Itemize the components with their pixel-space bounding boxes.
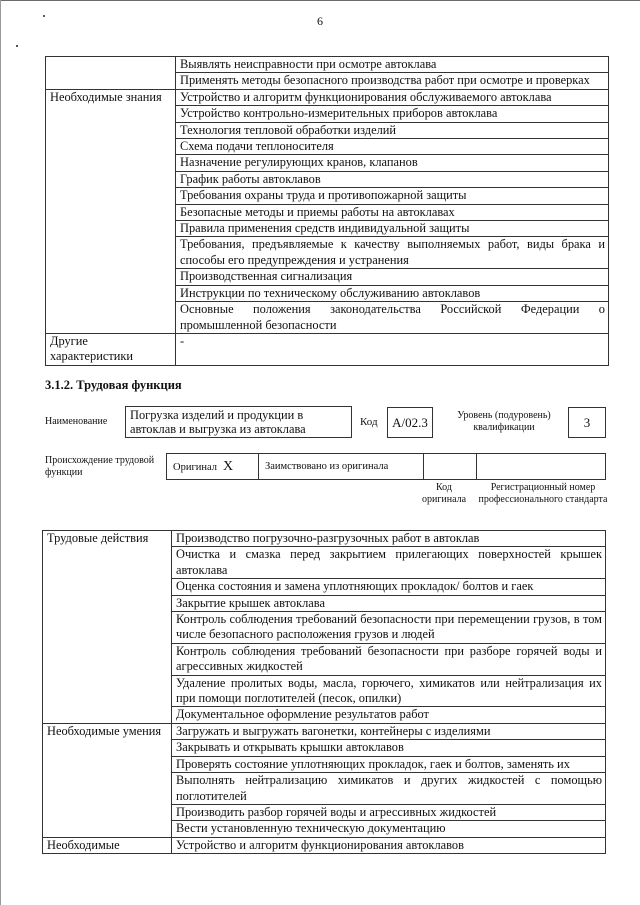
row-item: Закрывать и открывать крышки автоклавов (172, 740, 606, 756)
table-row (43, 531, 606, 547)
row-item: Проверять состояние уплотняющих прокладок, гаек и болтов, заменять их (172, 756, 606, 772)
function-name-box: Погрузка изделий и продукции в автоклав и выгрузка из автоклава (125, 406, 352, 438)
row-item: Правила применения средств индивидуальной защиты (176, 221, 609, 237)
row-item: Технология тепловой обработки изделий (176, 122, 609, 138)
code-label: Код (360, 416, 378, 428)
row-item: Производство погрузочно-разгрузочных работ в автоклав (172, 531, 606, 547)
name-label: Наименование (45, 416, 108, 427)
row-item: Оценка состояния и замена уплотняющих прокладок/ болтов и гаек (172, 579, 606, 595)
table-bottom (42, 530, 606, 854)
page-edge-top (0, 0, 640, 1)
row-item: Вести установленную техническую документацию (172, 821, 606, 837)
table-row (46, 57, 609, 73)
row-item: Устройство и алгоритм функционирования автоклавов (172, 837, 606, 853)
row-item: Применять методы безопасного производства работ при осмотре и проверках (176, 73, 609, 89)
page-edge-left (0, 0, 1, 905)
row-label (46, 57, 176, 90)
row-item: Очистка и смазка перед закрытием прилегающих поверхностей крышек автоклава (172, 547, 606, 579)
row-label: Трудовые действия (43, 531, 172, 724)
row-item: График работы автоклавов (176, 171, 609, 187)
row-item: Основные положения законодательства Российской Федерации о промышленной безопасности (176, 302, 609, 334)
row-item: Устройство контрольно-измерительных приборов автоклава (176, 106, 609, 122)
table-bottom-body (43, 531, 606, 854)
row-item: Выявлять неисправности при осмотре автоклава (176, 57, 609, 73)
row-item: Выполнять нейтрализацию химикатов и других жидкостей с помощью поглотителей (172, 773, 606, 805)
scan-speck (16, 45, 18, 47)
section-title: 3.1.2. Трудовая функция (45, 378, 182, 392)
table-row (46, 333, 609, 365)
table-row (43, 837, 606, 853)
origin-original-label: Оригинал (173, 462, 217, 473)
origin-borrowed-cell: Заимствовано из оригинала (259, 454, 424, 479)
row-item: Документальное оформление результатов работ (172, 707, 606, 723)
row-label: Необходимые умения (43, 723, 172, 837)
table-top (45, 56, 609, 366)
code-box: A/02.3 (387, 407, 433, 438)
origin-code-caption: Код оригинала (421, 482, 467, 505)
row-label: Необходимые (43, 837, 172, 853)
origin-regnum-caption: Регистрационный номер профессионального стандарта (478, 482, 608, 505)
origin-code-cell (424, 454, 477, 479)
row-item: Производственная сигнализация (176, 269, 609, 285)
origin-mark: X (223, 459, 234, 474)
qualification-level-box: 3 (568, 407, 606, 438)
page-number: 6 (317, 14, 323, 28)
table-row (43, 723, 606, 739)
qualification-level-label: Уровень (подуровень) квалификации (457, 410, 551, 433)
row-item: Инструкции по техническому обслуживанию автоклавов (176, 285, 609, 301)
origin-table (166, 453, 606, 480)
row-item: Контроль соблюдения требований безопасности при разборе горячей воды и агрессивных жидкостей (172, 643, 606, 675)
row-item: Требования охраны труда и противопожарной защиты (176, 188, 609, 204)
row-item: Загружать и выгружать вагонетки, контейнеры с изделиями (172, 723, 606, 739)
origin-regnum-cell (477, 454, 605, 479)
row-item: Производить разбор горячей воды и агрессивных жидкостей (172, 804, 606, 820)
row-item: Назначение регулирующих кранов, клапанов (176, 155, 609, 171)
origin-original-cell (167, 454, 259, 479)
row-item: Требования, предъявляемые к качеству выполняемых работ, виды брака и способы его предупреждения и устранения (176, 237, 609, 269)
row-item: - (176, 333, 609, 365)
row-label: Необходимые знания (46, 89, 176, 333)
origin-label: Происхождение трудовой функции (45, 455, 155, 478)
row-item: Удаление пролитых воды, масла, горючего, химикатов или нейтрализация их при помощи поглотителей (песок, опилки) (172, 675, 606, 707)
row-label: Другие характеристики (46, 333, 176, 365)
row-item: Контроль соблюдения требований безопасности при перемещении грузов, в том числе безопасного расположения грузов и людей (172, 612, 606, 644)
row-item: Устройство и алгоритм функционирования обслуживаемого автоклава (176, 89, 609, 105)
row-item: Схема подачи теплоносителя (176, 139, 609, 155)
table-row (46, 89, 609, 105)
table-top-body (46, 57, 609, 366)
row-item: Безопасные методы и приемы работы на автоклавах (176, 204, 609, 220)
row-item: Закрытие крышек автоклава (172, 595, 606, 611)
